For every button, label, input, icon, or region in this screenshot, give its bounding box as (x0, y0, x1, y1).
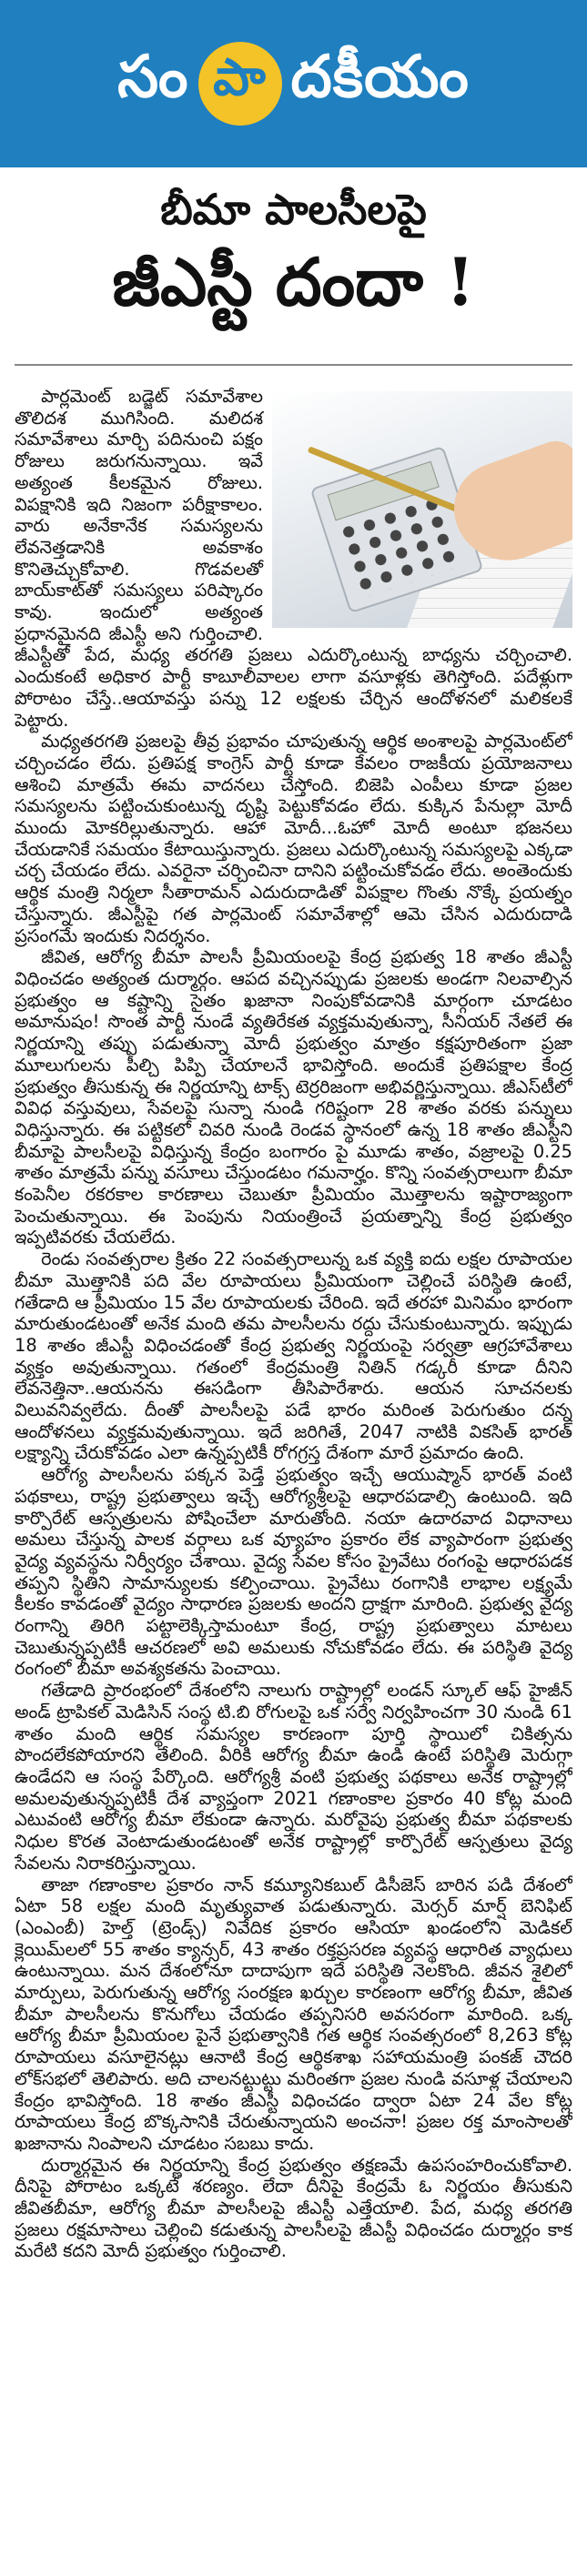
headline-divider (15, 364, 572, 366)
headline-line-1: బీమా పాలసీలపై (160, 185, 427, 234)
article-body (15, 386, 572, 2561)
masthead-banner (0, 0, 587, 167)
masthead-title (117, 42, 470, 126)
masthead-text-right: దకీయం (290, 43, 470, 111)
article-paragraph: దుర్మార్గమైన ఈ నిర్ణయాన్ని కేంద్ర ప్రభుత్వం తక్షణమే ఉపసంహరించుకోవాలి. దీనిపై పోరాటం ఒక్కటే శరణ్యం. లేదా దీనిపై కేంద్రమే ఓ నిర్ణయం తీసుకుని జీవితబీమా, ఆరోగ్య బీమా పాలసీలపై జీఎస్టీ ఎత్తేయాలి. పేద, మధ్య తరగతి ప్రజలు రక్షమాసాలు చెల్లించి కడుతున్న పాలసీలపై జీఎస్టీ విధించడం దుర్మార్గం కాక మరేటి కదని మోదీ ప్రభుత్వం గుర్తించాలి. (15, 2154, 572, 2262)
masthead-circle-logo (198, 42, 282, 126)
article-paragraph: మధ్యతరగతి ప్రజలపై తీవ్ర ప్రభావం చూపుతున్న ఆర్థిక అంశాలపై పార్లమెంట్‌లో చర్చించడం లేదు. ప్రతిపక్ష కాంగ్రెస్ పార్టీ కూడా కేవలం రాజకీయ ప్రయోజనాలు ఆశించి మాత్రమే ఈమ వాదనలు చేస్తోంది. బిజెపి ఎంపీలు కూడా ప్రజల సమస్యలను పట్టించుకుంటున్న దృష్టి పెట్టుకోవడం లేదు. కుక్కిన పేనుల్లా మోదీ ముందు మోకరిల్లుతున్నారు. ఆహా మోదీ...ఓహో మోదీ అంటూ భజనలు చేయడానికే సమయం కేటాయిస్తున్నారు. ప్రజలు ఎదుర్కొంటున్న సమస్యలపై ఎక్కడా చర్చ చేయడం లేదు. ఎవరైనా చర్చించినా దానిని పట్టించుకోవడం లేదు. అంతెందుకు ఆర్థిక మంత్రి నిర్మలా సీతారామన్ ఎదురుదాడితో విపక్షాల గొంతు నొక్కే ప్రయత్నం చేస్తున్నారు. జీఎస్టీపై గత పార్లమెంట్ సమావేశాల్లో ఆమె చేసిన ఎదురుదాడి ప్రసంగమే ఇందుకు నిదర్శనం. (15, 731, 572, 946)
masthead-text-left: సం (117, 43, 189, 111)
masthead-circle-text: పా (213, 47, 267, 107)
article-paragraph: తాజా గణాంకాల ప్రకారం నాన్ కమ్యూనికబుల్ డిసీజెస్ బారిన పడి దేశంలో ఏటా 58 లక్షల మంది మృత్యువాత పడుతున్నారు. మెర్సర్ మార్ష్ బెనిఫిట్ (ఎంఎంబీ) హెల్త్ (ట్రెండ్స్) నివేదిక ప్రకారం ఆసియా ఖండంలోని మెడికల్ క్లెయిమ్‌లలో 55 శాతం క్యాన్సర్, 43 శాతం రక్తప్రసరణ వ్యవస్థ ఆధారిత వ్యాధులు ఉంటున్నాయి. మన దేశంలోనూ దాదాపుగా ఇదే పరిస్థితి నెలకొంది. జీవన శైలిలో మార్పులు, పెరుగుతున్న ఆరోగ్య సంరక్షణ ఖర్చుల కారణంగా ఆరోగ్య బీమా, జీవిత బీమా పాలసీలను కొనుగోలు చేయడం తప్పనిసరి అవసరంగా మారింది. ఒక్క ఆరోగ్య బీమా ప్రీమియంల పైనే ప్రభుత్వానికి గత ఆర్థిక సంవత్సరంలో 8,263 కోట్ల రూపాయలు వసూలైనట్లు ఆనాటి కేంద్ర ఆర్థికశాఖ సహాయమంత్రి పంకజ్ చౌదరి లోక్‌సభలో తెలిపారు. అది చాలనట్టుట్టు మరింతగా ప్రజల నుండి వసూళ్ల చేయాలని కేంద్రం భావిస్తోంది. 18 శాతం జీఎస్టీ విధించడం ద్వారా ఏటా 24 వేల కోట్ల రూపాయలు కేంద్ర బొక్కసానికి చేరుతున్నాయని అంచనా! ప్రజల రక్త మాంసాలతో ఖజానాను నింపాలని చూడటం సబబు కాదు. (15, 1874, 572, 2154)
article-paragraph: రెండు సంవత్సరాల క్రితం 22 సంవత్సరాలున్న ఒక వ్యక్తి ఐదు లక్షల రూపాయల బీమా మొత్తానికి పది వేల రూపాయలు ప్రీమియంగా చెల్లించే పరిస్థితి ఉంటే, గతేడాది ఆ ప్రీమియం 15 వేల రూపాయలకు చేరింది. ఇదే తరహా మినిమం భారంగా మారుతుండటంతో అనేక మంది తమ పాలసీలను రద్దు చేసుకుంటున్నారు. ఇప్పుడు 18 శాతం జీఎస్టీ విధించడంతో కేంద్ర ప్రభుత్వ నిర్ణయంపై సర్వత్రా ఆగ్రహావేశాలు వ్యక్తం అవుతున్నాయి. గతంలో కేంద్రమంత్రి నితిన్ గడ్కరీ కూడా దీనిని లేవనెత్తినా..ఆయనను ఈసడింగా తీసిపారేశారు. ఆయన సూచనలకు విలువనివ్వలేదు. దీంతో పాలసీలపై పడే భారం మరింత పెరుగుతుం దన్న ఆందోళనలు వ్యక్తమవుతున్నాయి. ఇదే జరిగితే, 2047 నాటికి వికసిత్ భారత్ లక్ష్యాన్ని చేరుకోవడం ఎలా ఉన్నప్పటికీ రోగగ్రస్త దేశంగా మారే ప్రమాదం ఉంది. (15, 1248, 572, 1464)
headline (0, 182, 587, 328)
article-paragraph: గతేడాది ప్రారంభంలో దేశంలోని నాలుగు రాష్ట్రాల్లో లండన్ స్కూల్ ఆఫ్ హైజీన్ అండ్ ట్రాపికల్ మెడిసిన్ సంస్థ టి.బి రోగులపై ఒక సర్వే నిర్వహించగా 30 నుండి 61 శాతం మంది ఆర్థిక సమస్యల కారణంగా పూర్తి స్థాయిలో చికిత్సను పొందలేకపోయారని తేలింది. వీరికి ఆరోగ్య బీమా ఉండి ఉంటే పరిస్థితి మెరుగ్గా ఉండేదని ఆ సంస్థ పేర్కొంది. ఆరోగ్యశ్రీ వంటి ప్రభుత్వ పథకాలు అనేక రాష్ట్రాల్లో అమలవుతున్నప్పటికీ దేశ వ్యాప్తంగా 2021 గణాంకాల ప్రకారం 40 కోట్ల మంది ఎటువంటి ఆరోగ్య బీమా లేకుండా ఉన్నారు. మరోవైపు ప్రభుత్వ బీమా పథకాలకు నిధుల కొరత వెంటాడుతుండటంతో అనేక రాష్ట్రాల్లో కార్పొరేట్ ఆస్పత్రులు వైద్య సేవలను నిరాకరిస్తున్నాయి. (15, 1680, 572, 1874)
article-paragraph: ఆరోగ్య పాలసీలను పక్కన పెడ్తే ప్రభుత్వం ఇచ్చే ఆయుష్మాన్ భారత్ వంటి పథకాలు, రాష్ట్ర ప్రభుత్వాలు ఇచ్చే ఆరోగ్యశ్రీలపై ఆధారపడాల్సి ఉంటుంది. ఇది కార్పొరేట్ ఆస్పత్రులను పోషించేలా మారుతోంది. నయా ఉదారవాద విధానాలు అమలు చేస్తున్న పాలక వర్గాలు ఒక వ్యూహం ప్రకారం లేక వ్యాపారంగా ప్రభుత్వ వైద్య వ్యవస్థను నిర్వీర్యం చేశాయి. వైద్య సేవల కోసం ప్రైవేటు రంగంపై ఆధారపడక తప్పని స్థితిని సామాన్యులకు కల్పించాయి. ప్రైవేటు రంగానికి లాభాల లక్ష్యమే కీలకం కావడంతో వైద్యం సాధారణ ప్రజలకు అందని ద్రాక్షగా మారింది. ప్రభుత్వ వైద్య రంగాన్ని తిరిగి పట్టాలెక్కిస్తామంటూ కేంద్ర, రాష్ట్ర ప్రభుత్వాలు మాటలు చెబుతున్నప్పటికీ ఆచరణలో అవి అమలుకు నోచుకోవడం లేదు. ఈ పరిస్థితి వైద్య రంగంలో బీమా అవశ్యకతను పెంచాయి. (15, 1464, 572, 1680)
article-paragraph: పార్లమెంట్ బడ్జెట్ సమావేశాల తొలిదశ ముగిసింది. మలిదశ సమావేశాలు మార్చి పదినుంచి పక్షం రోజులు జరుగనున్నాయి. ఇవే అత్యంత కీలకమైన రోజులు. విపక్షానికి ఇది నిజంగా పరీక్షాకాలం. వారు అనేకానేక సమస్యలను లేవనెత్తడానికి అవకాశం కొనితెచ్చుకోవాలి. గొడవలతో బాయ్‌కాట్‌తో సమస్యలు పరిష్కారం కావు. ఇందులో అత్యంత ప్రధానమైనది జీఎస్టీ అని గుర్తించాలి. జీఎస్టీతో పేద, మధ్య తరగతి ప్రజలు ఎదుర్కొంటున్న బాధ్యను చర్చించాలి. ఎందుకంటే అధికార పార్టీ కాబూలీవాలల లాగా వసూళ్లకు తెగిస్తోంది. పదేళ్లుగా పోరాటం చేస్తే..ఆయావస్తు పన్ను 12 లక్షలకు చేర్చిన ఆందోళనలో మలికలకే పెట్టారు. (15, 386, 572, 731)
article-paragraph: జీవిత, ఆరోగ్య బీమా పాలసీ ప్రీమియంలపై కేంద్ర ప్రభుత్వ 18 శాతం జీఎస్టీ విధించడం అత్యంత దుర్మార్గం. ఆపద వచ్చినప్పుడు ప్రజలకు అండగా నిలవాల్సిన ప్రభుత్వం ఆ కష్టాన్ని సైతం ఖజానా నింపుకోవడానికి మార్గంగా చూడటం అమానుషం! సొంత పార్టీ నుండే వ్యతిరేకత వ్యక్తమవుతున్నా, సీనియర్ నేతలే ఈ నిర్ణయాన్ని తప్పు పడుతున్నా మోదీ ప్రభుత్వం మాత్రం కక్షపూరితంగా ప్రజా మూలుగులను పీల్చి పిప్పి చేయాలనే భావిస్తోంది. అందుకే ప్రతిపక్షాల కేంద్ర ప్రభుత్వం తీసుకున్న ఈ నిర్ణయాన్ని టాక్స్ టెర్రరిజంగా అభివర్ణిస్తున్నాయి. జీఎస్‌టీలో వివిధ వస్తువులు, సేవలపై సున్నా నుండి గరిష్టంగా 28 శాతం వరకు పన్నులు విధిస్తున్నారు. ఈ పట్టికలో చివరి నుండి రెండవ స్థానంలో ఉన్న 18 శాతం జీఎస్టీని బీమాపై పాలసీలపై విధిస్తున్న కేంద్రం బంగారం పై మూడు శాతం, వజ్రాలపై 0.25 శాతం మాత్రమే పన్ను వసూలు చేస్తుండటం గమనార్హం. కొన్ని సంవత్సరాలుగా బీమా కంపెనీల రకరకాల కారణాలు చెబుతూ ప్రీమియం మొత్తాలను ఇష్టారాజ్యంగా పెంచుతున్నాయి. ఈ పెంపును నియంత్రించే ప్రయత్నాన్ని కేంద్ర ప్రభుత్వం ఇప్పటివరకు చేయలేదు. (15, 946, 572, 1248)
headline-line-2: జీఎస్టీ దందా ! (112, 243, 475, 320)
calculator-photo (272, 391, 572, 628)
